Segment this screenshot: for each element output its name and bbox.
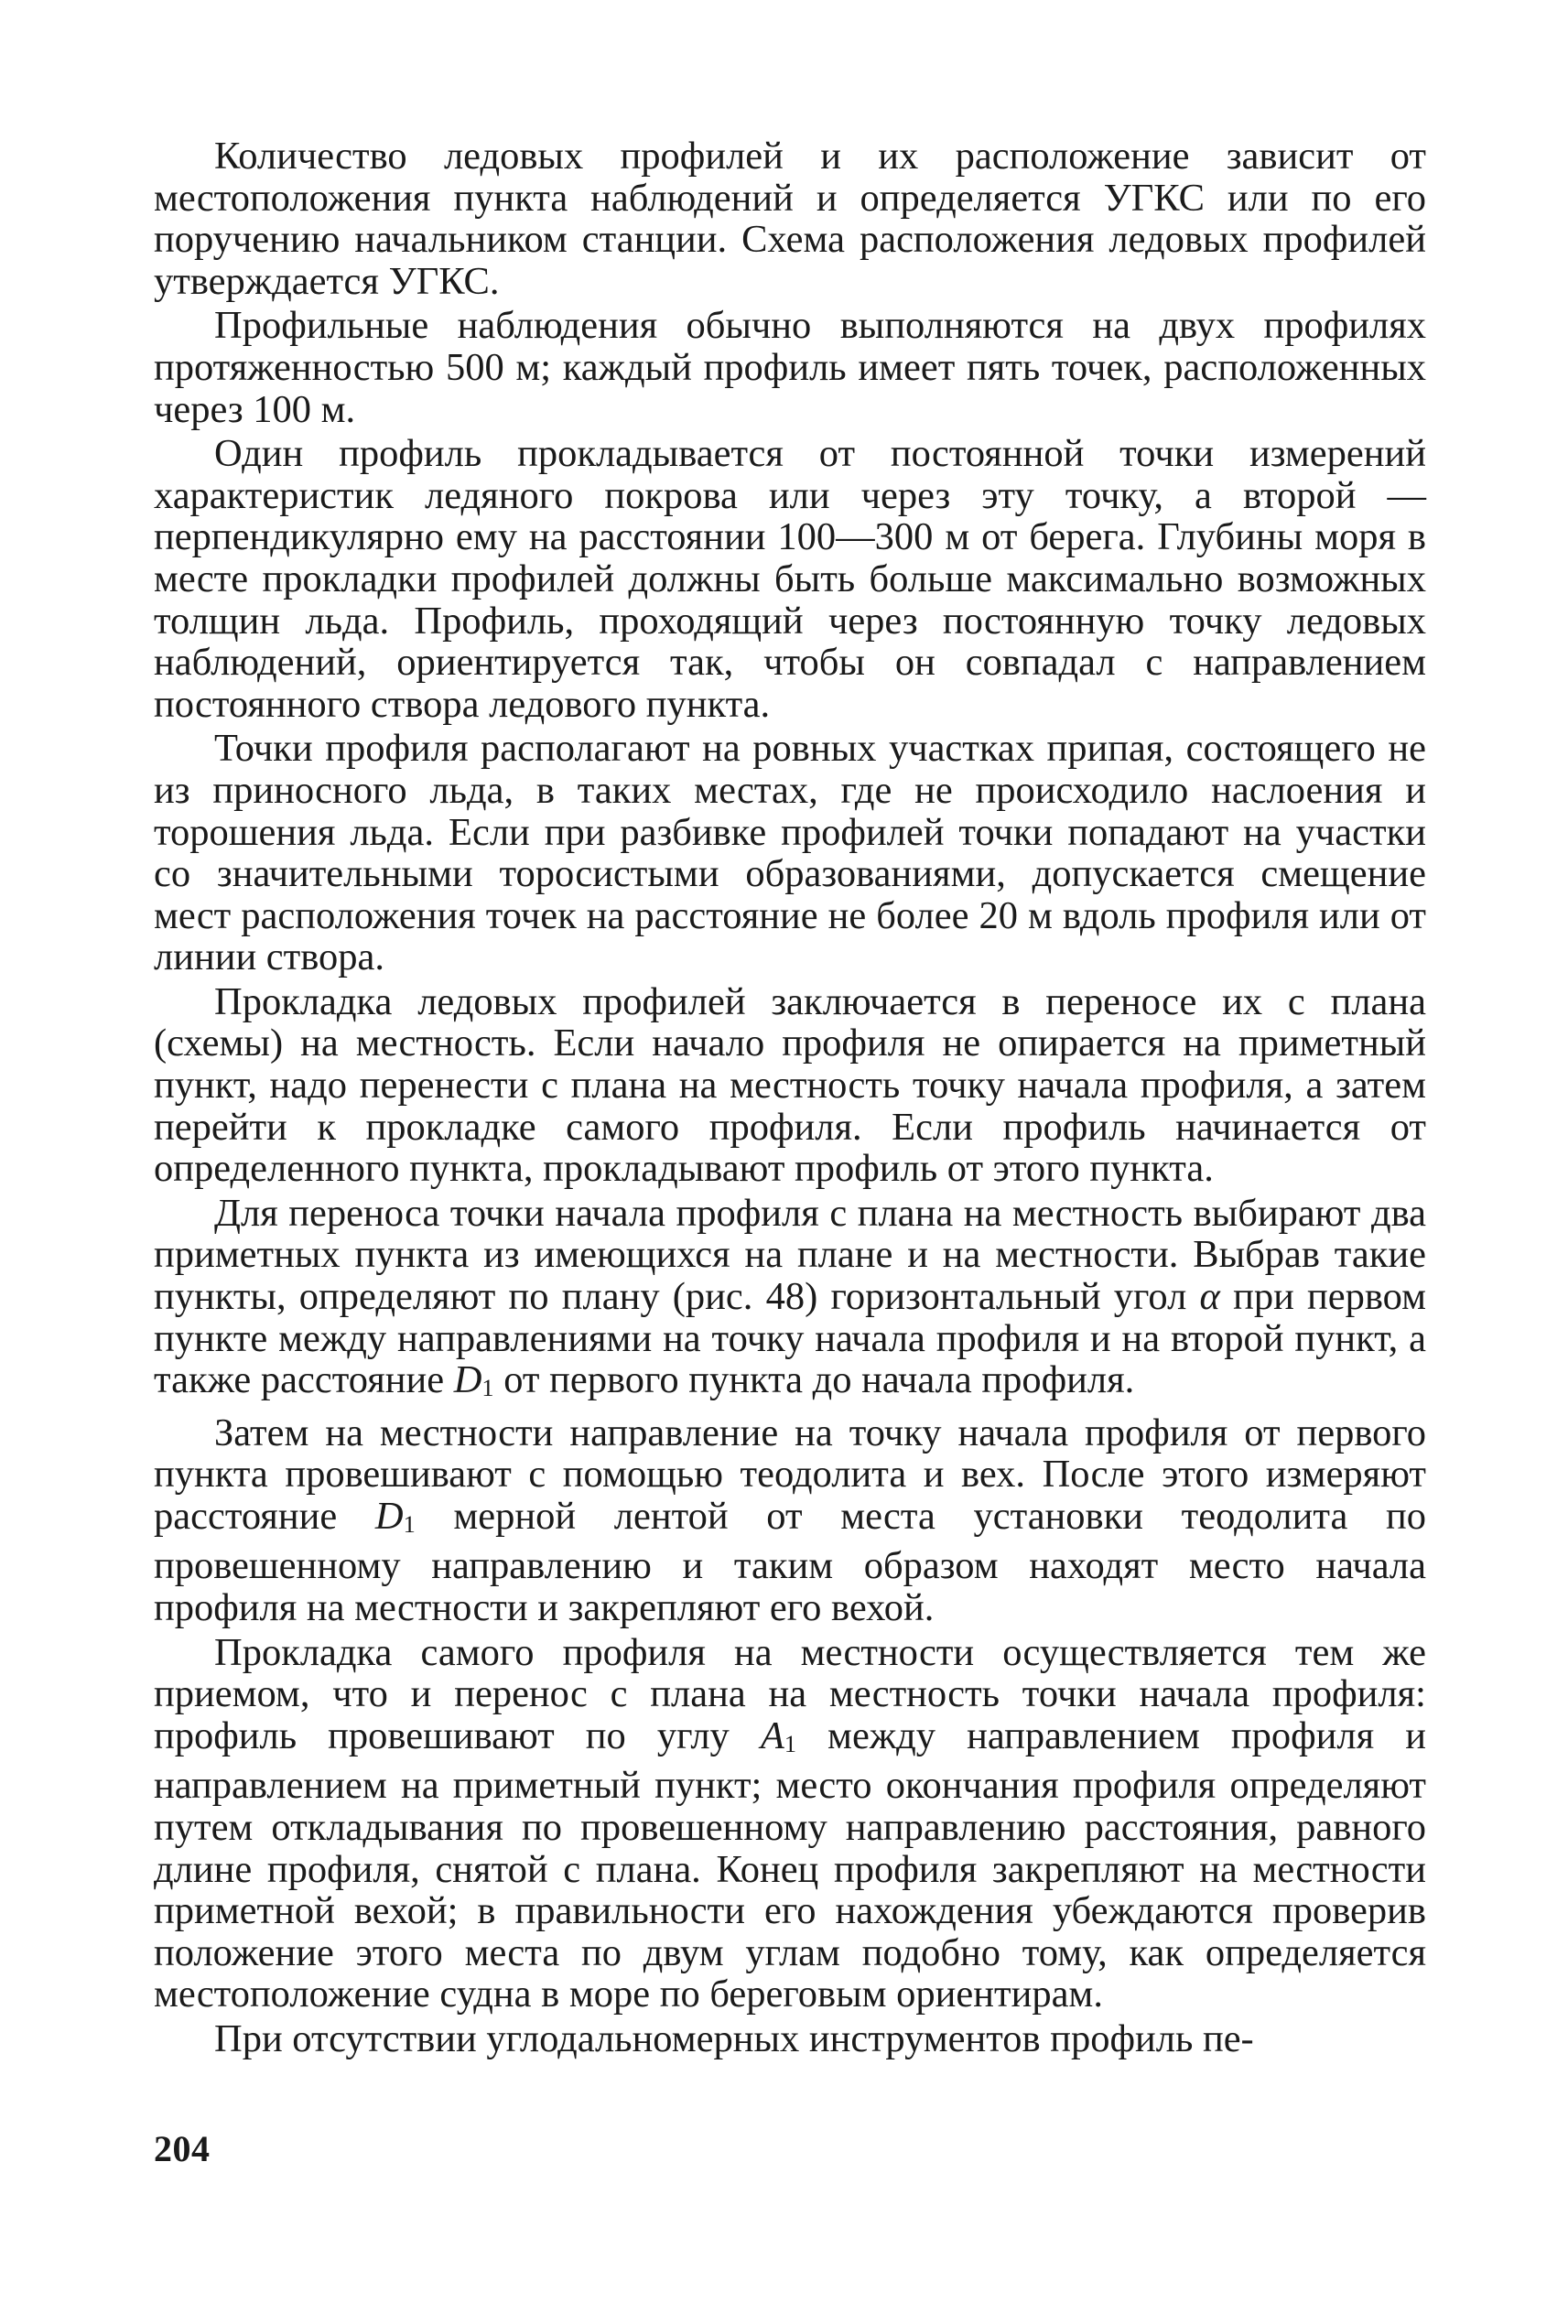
distance-d-subscript: 1 xyxy=(481,1375,494,1402)
angle-a-symbol: A xyxy=(760,1713,784,1757)
distance-d-subscript: 1 xyxy=(403,1510,416,1538)
angle-alpha-symbol: α xyxy=(1199,1275,1220,1319)
paragraph-8-text-b: между направлением профиля и направлением на приметный пункт; место окончания профиля определяют путем откладывания по провешенному направлению расстояния, равного длине профиля, снятой с плана. Конец профиля закрепляют на местности приметной вехой; в правильности его нахождения убеждаются проверив положение этого места по двум углам подобно тому, как определяется местоположение судна в море по береговым ориентирам. xyxy=(154,1713,1426,2016)
paragraph-7-text-a: Затем на местности направление на точку начала профиля от первого пункта провешивают с помощью теодолита и вех. После этого измеряют расстояние xyxy=(154,1411,1426,1538)
angle-a-subscript: 1 xyxy=(784,1730,796,1757)
paragraph-2: Профильные наблюдения обычно выполняются на двух профилях протяженностью 500 м; каждый профиль имеет пять точек, расположенных через 100 м. xyxy=(154,304,1426,431)
distance-d-symbol: D xyxy=(374,1494,404,1538)
paragraph-5: Прокладка ледовых профилей заключается в переносе их с плана (схемы) на местность. Если начало профиля не опирается на приметный пункт, надо перенести с плана на местность точку начала профиля, а затем перейти к прокладке самого профиля. Если профиль начинается от определенного пункта, прокладывают профиль от этого пункта. xyxy=(154,979,1426,1191)
paragraph-7 xyxy=(154,1412,1426,1629)
distance-d-symbol: D xyxy=(453,1358,482,1402)
paragraph-6 xyxy=(154,1193,1426,1410)
paragraph-8 xyxy=(154,1632,1426,2016)
paragraph-6-text-a: Для переноса точки начала профиля с плана на местность выбирают два приметных пункта из имеющихся на плане и на местности. Выбрав такие пункты, определяют по плану (рис. 48) горизонтальный угол xyxy=(154,1191,1426,1319)
book-page xyxy=(154,135,1426,2296)
paragraph-6-text-b: при первом пункте между направлениями на точку начала профиля и на второй пункт, а также расстояние xyxy=(154,1275,1426,1402)
page-number: 204 xyxy=(154,2128,211,2169)
paragraph-9: При отсутствии углодальномерных инструментов профиль пе- xyxy=(214,2016,1254,2060)
paragraph-1: Количество ледовых профилей и их расположение зависит от местоположения пункта наблюдений и определяется УГКС или по его поручению начальником станции. Схема расположения ледовых профилей утверждается УГКС. xyxy=(154,135,1426,303)
paragraph-4: Точки профиля располагают на ровных участках припая, состоящего не из приносного льда, в таких местах, где не происходило наслоения и торошения льда. Если при разбивке профилей точки попадают на участки со значительными торосистыми образованиями, допускается смещение мест расположения точек на расстояние не более 20 м вдоль профиля или от линии створа. xyxy=(154,727,1426,979)
paragraph-6-text-c: от первого пункта до начала профиля. xyxy=(493,1358,1135,1402)
paragraph-3: Один профиль прокладывается от постоянной точки измерений характеристик ледяного покрова или через эту точку, а второй — перпендикулярно ему на расстоянии 100—300 м от берега. Глубины моря в месте прокладки профилей должны быть больше максимально возможных толщин льда. Профиль, проходящий через постоянную точку ледовых наблюдений, ориентируется так, чтобы он совпадал с направлением постоянного створа ледового пункта. xyxy=(154,432,1426,726)
paragraph-8-text-a: Прокладка самого профиля на местности осуществляется тем же приемом, что и перенос с плана на местность точки начала профиля: профиль провешивают по углу xyxy=(154,1630,1426,1757)
paragraph-7-text-b: мерной лентой от места установки теодолита по провешенному направлению и таким образом находят место начала профиля на местности и закрепляют его вехой. xyxy=(154,1494,1426,1630)
